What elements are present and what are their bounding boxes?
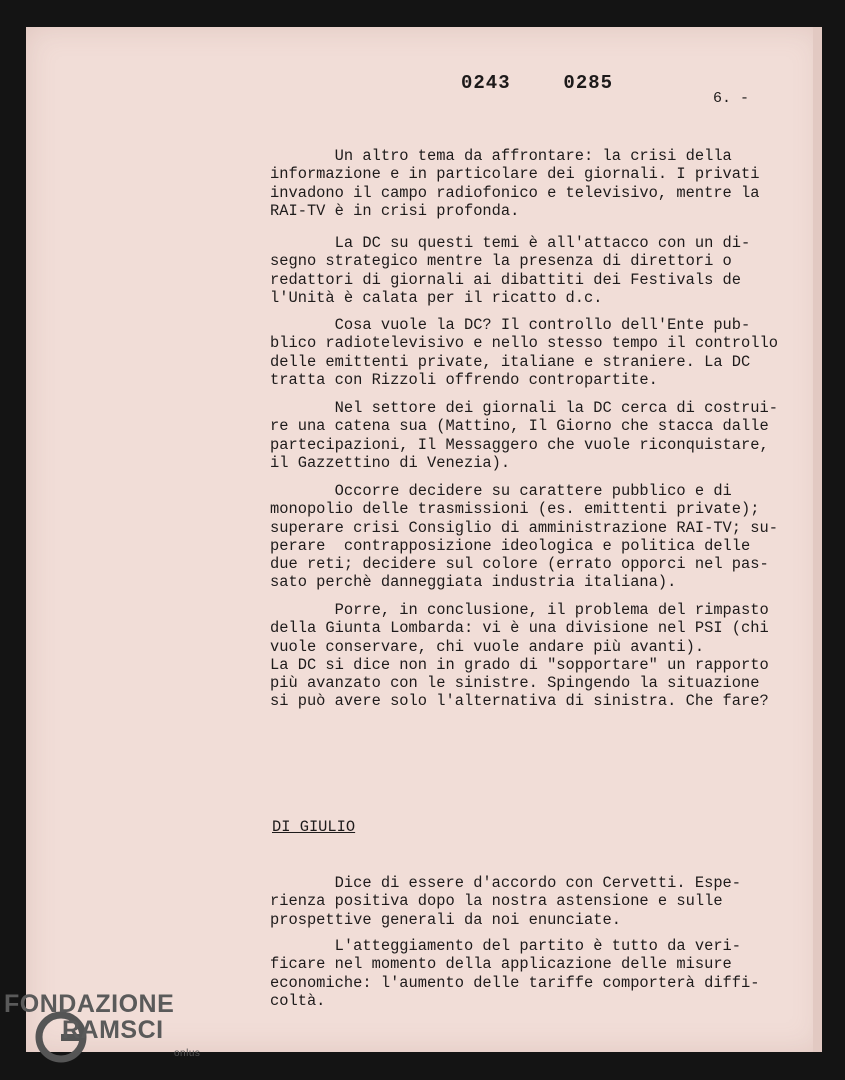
paragraph: L'atteggiamento del partito è tutto da veri- ficare nel momento della applicazione delle misure economiche: l'aumento delle tariffe comporterà diffi- coltà. [270,937,760,1010]
watermark-title: FONDAZIONE [4,990,175,1018]
watermark-onlus: onlus [174,1048,201,1059]
document-id: 0243 0285 [461,72,614,94]
paragraph: Nel settore dei giornali la DC cerca di costrui- re una catena sua (Mattino, Il Giorno che stacca dalle partecipazioni, Il Messaggero che vuole riconquistare, il Gazzettino di Venezia). [270,399,778,472]
speaker-heading: DI GIULIO [272,818,356,836]
paragraph: La DC su questi temi è all'attacco con un di- segno strategico mentre la presenza di direttori o redattori di giornali ai dibattiti dei Festivals de l'Unità è calata per il ricatto d.c. [270,234,751,307]
watermark-subtitle: RAMSCI [62,1016,164,1044]
paragraph: Cosa vuole la DC? Il controllo dell'Ente pub- blico radiotelevisivo e nello stesso tempo il controllo delle emittenti private, italiane e straniere. La DC tratta con Rizzoli offrendo contropartite. [270,316,778,389]
paragraph: Dice di essere d'accordo con Cervetti. Espe- rienza positiva dopo la nostra astensione e sulle prospettive generali da noi enunciate. [270,874,742,929]
paragraph: Occorre decidere su carattere pubblico e di monopolio delle trasmissioni (es. emittenti private); superare crisi Consiglio di amministrazione RAI-TV; su- perare contrapposizione ideologica e politica delle due reti; decidere sul colore (errato opporci nel pas- sato perchè danneggiata industria italiana). [270,482,778,592]
page-number: 6. - [713,90,750,107]
paragraph: Porre, in conclusione, il problema del rimpasto della Giunta Lombarda: vi è una divisione nel PSI (chi vuole conservare, chi vuole andare più avanti). La DC si dice non in grado di "sopportare" un rapporto più avanzato con le sinistre. Spingendo la situazione si può avere solo l'alternativa di sinistra. Che fare? [270,601,769,711]
paragraph: Un altro tema da affrontare: la crisi della informazione e in particolare dei giornali. I privati invadono il campo radiofonico e televisivo, mentre la RAI-TV è in crisi profonda. [270,147,760,220]
